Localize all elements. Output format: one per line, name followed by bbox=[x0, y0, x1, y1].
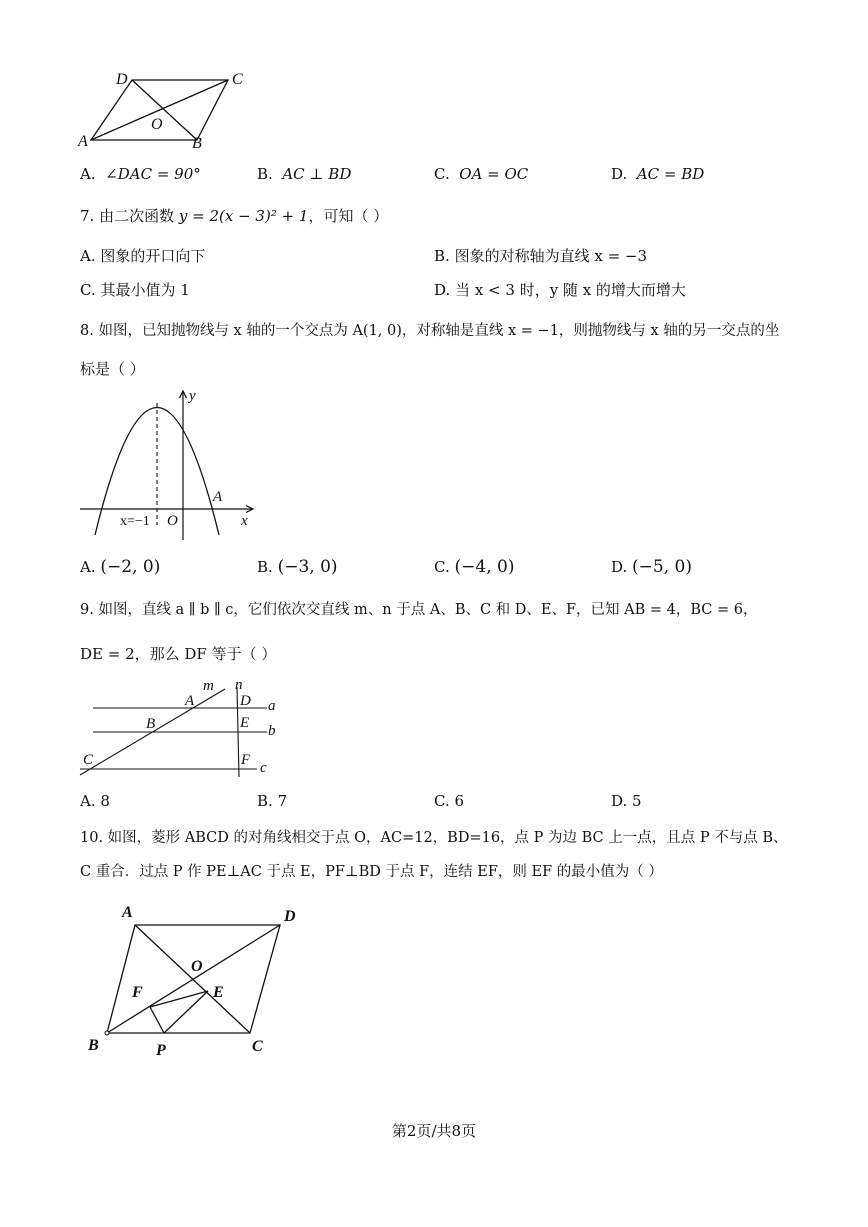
q10-stem-line2: C 重合．过点 P 作 PE⊥AC 于点 E，PF⊥BD 于点 F，连结 EF，则 EF 的最小值为（ ） bbox=[80, 864, 663, 880]
q9-stem-line2: DE = 2，那么 DF 等于（ ） bbox=[80, 645, 277, 663]
q8-label-a: A bbox=[213, 489, 223, 505]
q7-formula: y = 2(x − 3)² + 1 bbox=[178, 207, 309, 225]
q8-label-axis: x=−1 bbox=[120, 514, 150, 529]
q6-label-o: O bbox=[151, 116, 163, 133]
q6-option-d: D. AC = BD bbox=[611, 165, 705, 183]
q10-label-f: F bbox=[132, 984, 143, 1001]
q9-label-a-point: A bbox=[185, 693, 195, 709]
q6-label-c: C bbox=[232, 71, 243, 88]
q9-label-c-point: C bbox=[83, 752, 94, 768]
q8-stem-line1: 8. 如图，已知抛物线与 x 轴的一个交点为 A(1, 0)，对称轴是直线 x = −1，则抛物线与 x 轴的另一交点的坐 bbox=[80, 323, 780, 339]
q9-stem-line1: 9. 如图，直线 a ∥ b ∥ c，它们依次交直线 m、n 于点 A、B、C 和 D、E、F，已知 AB = 4，BC = 6， bbox=[80, 602, 758, 618]
q9-label-d: D bbox=[240, 693, 251, 709]
q8-label-x: x bbox=[241, 513, 248, 529]
q10-label-b: B bbox=[88, 1037, 99, 1054]
q7-stem: 7. 由二次函数 y = 2(x − 3)² + 1，可知（ ） bbox=[80, 207, 389, 225]
q6-label-d: D bbox=[116, 71, 128, 88]
q7-option-d: D. 当 x < 3 时，y 随 x 的增大而增大 bbox=[434, 281, 686, 299]
q6-diagonal-bd bbox=[132, 80, 197, 140]
q6-label-a: A bbox=[78, 133, 88, 150]
q9-label-a-line: a bbox=[268, 698, 276, 714]
q9-option-d: D. 5 bbox=[611, 792, 642, 810]
q9-option-c: C. 6 bbox=[434, 792, 465, 810]
q9-label-m: m bbox=[203, 678, 214, 694]
q9-label-e: E bbox=[240, 715, 250, 731]
q6-label-b: B bbox=[192, 135, 202, 152]
q10-segment-pf bbox=[150, 1007, 164, 1033]
q8-option-c: C. (−4, 0) bbox=[434, 557, 515, 577]
q10-point-b-dot bbox=[105, 1031, 109, 1035]
q6-option-a: A. ∠DAC = 90° bbox=[80, 165, 201, 183]
q9-option-a: A. 8 bbox=[80, 792, 110, 810]
q10-label-p: P bbox=[156, 1042, 166, 1059]
q8-label-y: y bbox=[189, 388, 196, 404]
q10-label-e: E bbox=[213, 984, 224, 1001]
q9-label-c-line: c bbox=[260, 760, 267, 776]
q9-label-b-point: B bbox=[146, 716, 156, 732]
q10-rhombus-figure bbox=[80, 895, 320, 1065]
q7-option-c: C. 其最小值为 1 bbox=[80, 281, 190, 299]
q8-stem-line2: 标是（ ） bbox=[80, 360, 145, 378]
page-number-footer: 第2页/共8页 bbox=[391, 1122, 477, 1140]
q8-label-o: O bbox=[167, 513, 178, 529]
q9-label-f: F bbox=[241, 752, 251, 768]
q9-label-n: n bbox=[235, 677, 243, 693]
q6-parallelogram-figure bbox=[70, 62, 260, 154]
q8-parabola-figure bbox=[75, 385, 265, 545]
q8-option-d: D. (−5, 0) bbox=[611, 557, 692, 577]
q9-option-b: B. 7 bbox=[257, 792, 288, 810]
q9-label-b-line: b bbox=[268, 723, 276, 739]
q8-option-a: A. (−2, 0) bbox=[80, 557, 161, 577]
q6-option-b: B. AC ⊥ BD bbox=[257, 165, 352, 183]
q10-label-o: O bbox=[191, 958, 203, 975]
q10-label-a: A bbox=[122, 904, 133, 921]
q7-option-a: A. 图象的开口向下 bbox=[80, 247, 206, 265]
q10-label-d: D bbox=[284, 908, 296, 925]
q10-stem-line1: 10. 如图，菱形 ABCD 的对角线相交于点 O，AC=12，BD=16，点 P 为边 BC 上一点，且点 P 不与点 B、 bbox=[80, 830, 788, 846]
q6-option-c: C. OA = OC bbox=[434, 165, 529, 183]
q7-option-b: B. 图象的对称轴为直线 x = −3 bbox=[434, 247, 648, 265]
q8-option-b: B. (−3, 0) bbox=[257, 557, 338, 577]
q10-label-c: C bbox=[252, 1038, 263, 1055]
q9-parallel-lines-figure bbox=[75, 675, 290, 785]
